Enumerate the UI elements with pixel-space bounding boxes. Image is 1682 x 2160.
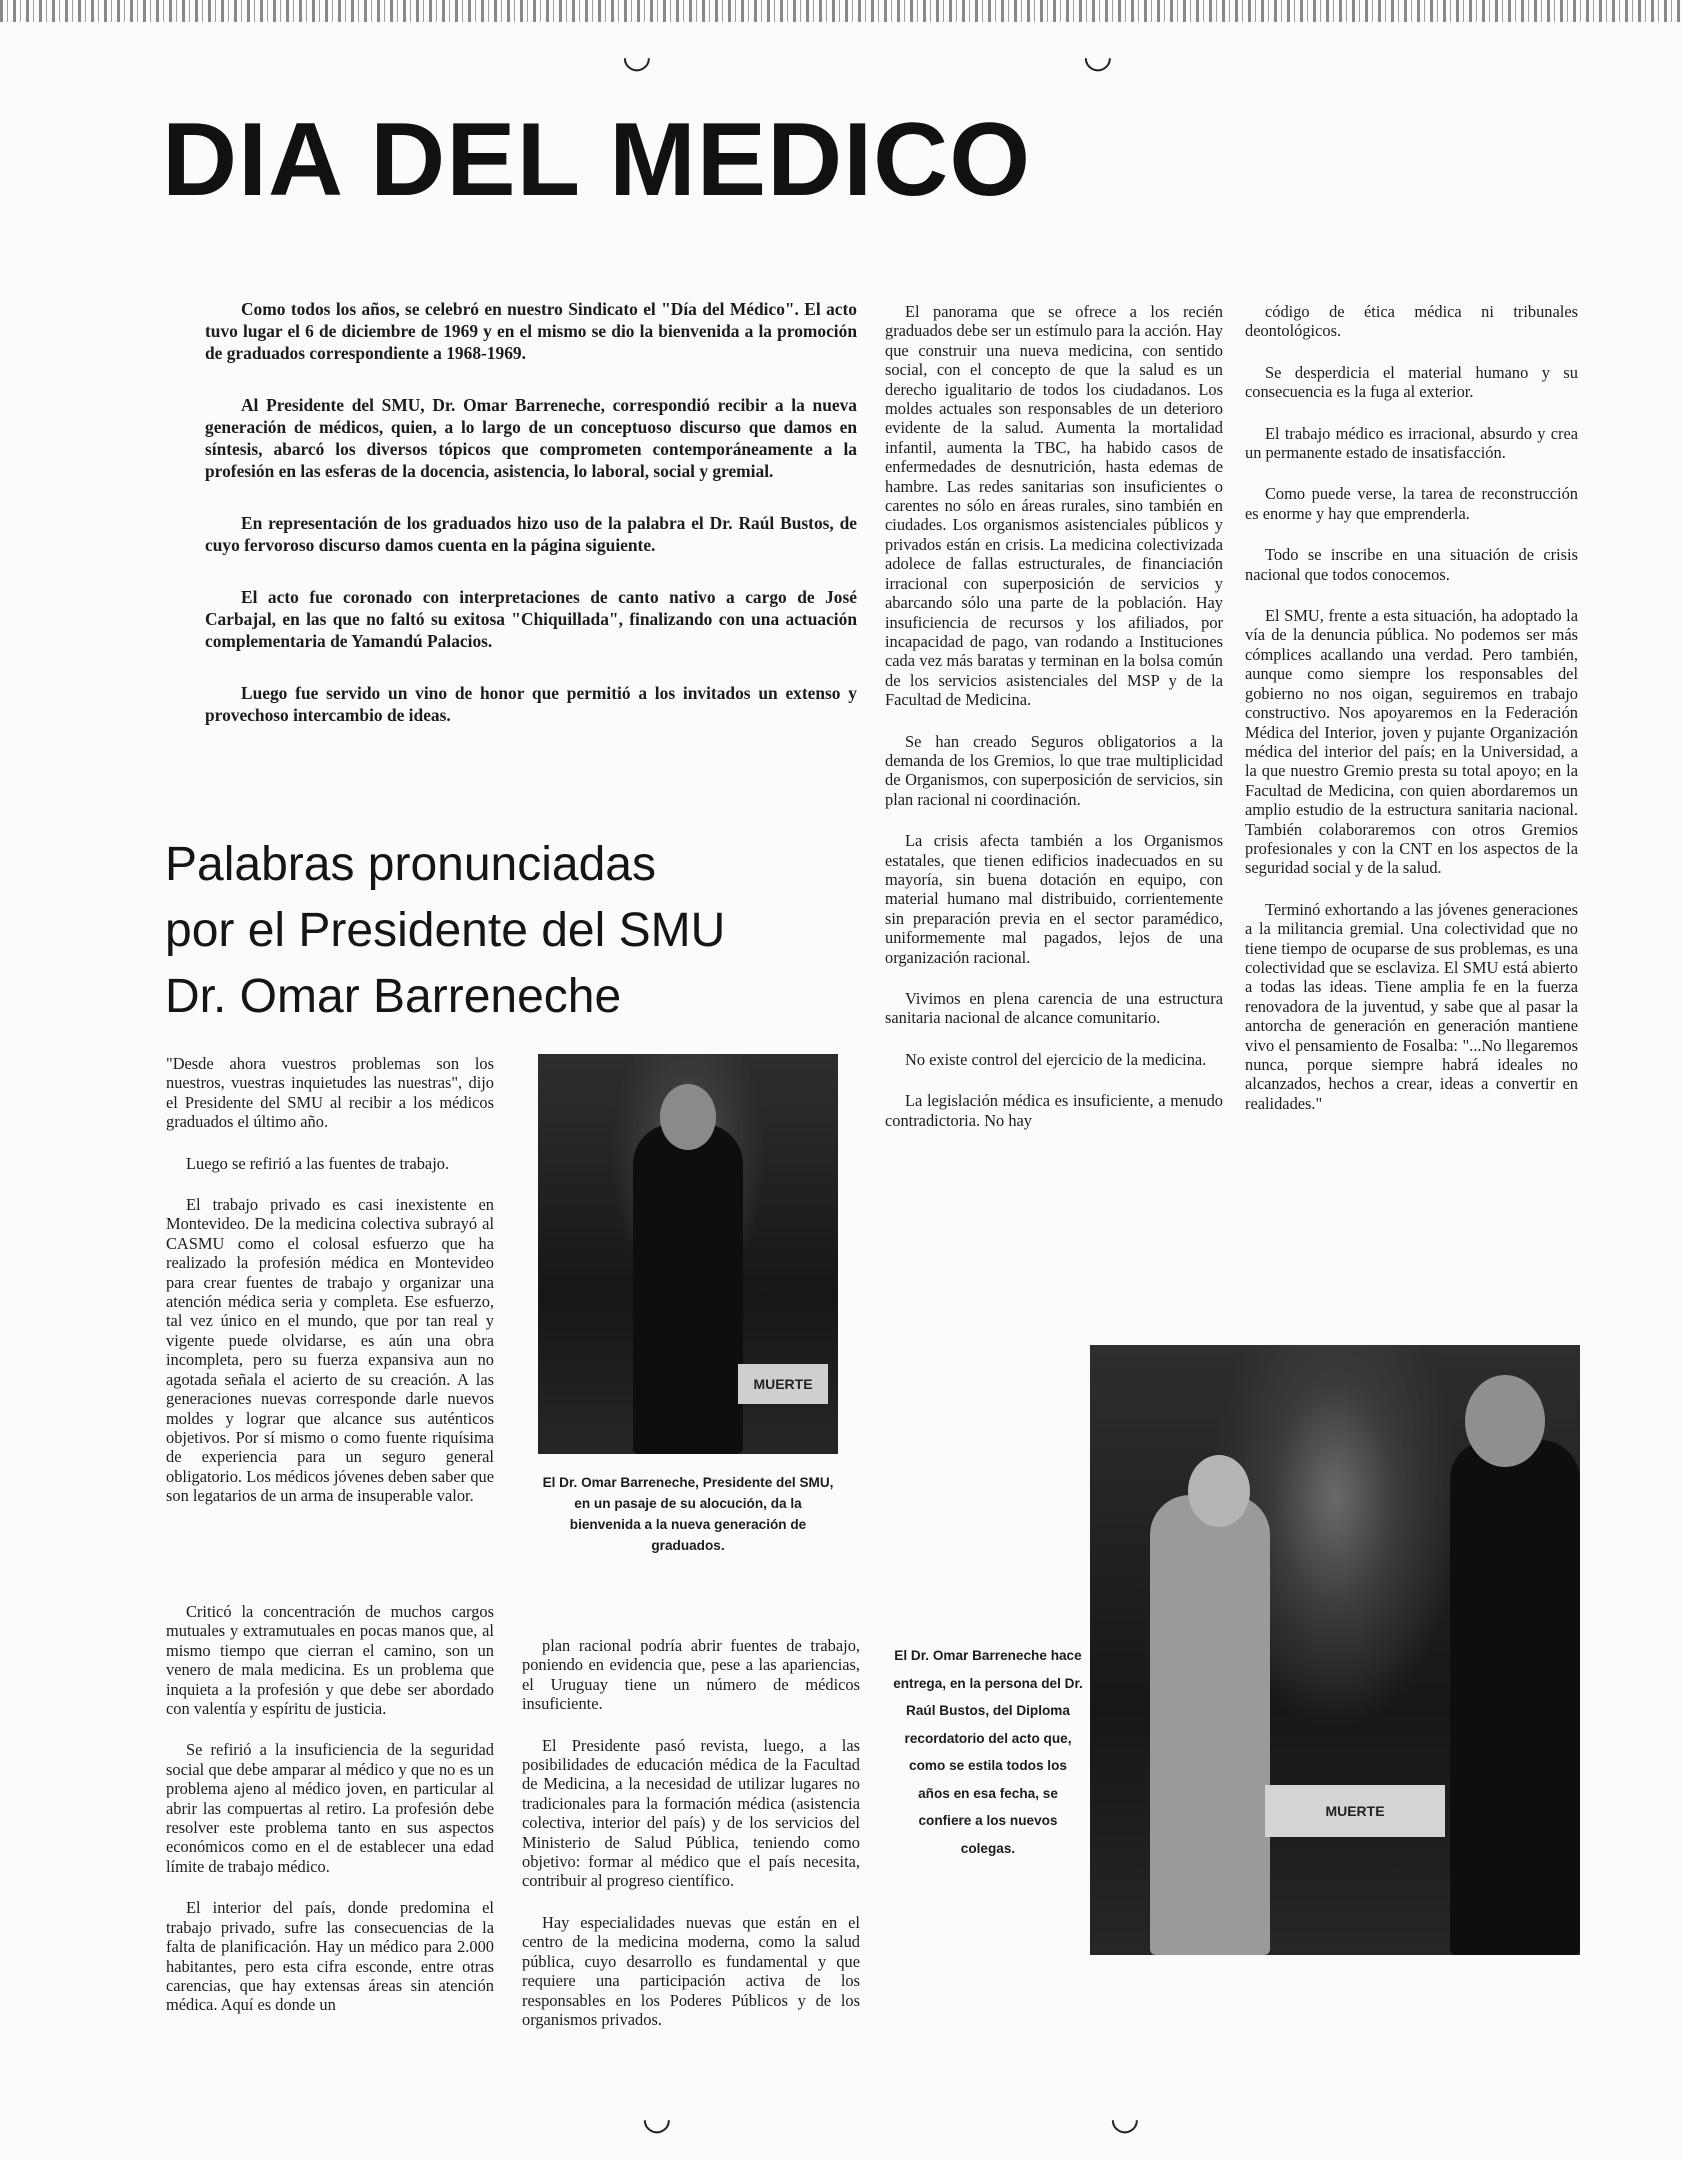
article-paragraph: La legislación médica es insuficiente, a menudo contradictoria. No hay [885, 1091, 1223, 1130]
article-paragraph: El panorama que se ofrece a los recién graduados debe ser un estímulo para la acción. Hay que construir una nueva medicina, con sentido social, con el concepto de que la salud es un derecho igualitario de todos los ciudadanos. Los moldes actuales son responsables de un deterioro evidente de la salud. Aumenta la mortalidad infantil, aumenta la TBC, ha habido casos de enfermedades de desnutrición, hasta edemas de hambre. Las redes sanitarias son insuficientes o carentes no sólo en áreas rurales, sino también en ciudades. Los organismos asistenciales públicos y privados están en crisis. La medicina colectivizada adolece de fallas estructurales, de financiación irracional con superposición de servicios y abarcando sólo una parte de la población. Hay insuficiencia de recursos y los afiliados, por incapacidad de pago, van rodando a Instituciones cada vez más baratas y terminan en la bolsa común de los servicios asistenciales del MSP y de la Facultad de Medicina. [885, 302, 1223, 710]
photo-figure-right [1450, 1440, 1580, 1955]
article-title-line: por el Presidente del SMU [165, 904, 726, 957]
article-paragraph: Como puede verse, la tarea de reconstrucción es enorme y hay que emprenderla. [1245, 484, 1578, 523]
registration-mark-right: ◡ [1083, 38, 1113, 75]
article-paragraph: El Presidente pasó revista, luego, a las posibilidades de educación médica de la Facultad de Medicina, a la necesidad de utilizar lugares no tradicionales para la formación médica (asistencia colectiva, interior del país) y de los servicios del Ministerio de Salud Pública, teniendo como objetivo: formar al médico que el país necesita, contribuir al progreso científico. [522, 1735, 860, 1891]
intro-paragraph: En representación de los graduados hizo uso de la palabra el Dr. Raúl Bustos, de cuyo fervoroso discurso damos cuenta en la página siguiente. [205, 513, 857, 555]
article-paragraph: Se refirió a la insuficiencia de la seguridad social que debe amparar al médico y que no es un problema ajeno al médico joven, en particular al abrir las compuertas al retiro. La profesión debe resolver este problema tanto en sus aspectos económicos como en el de establecer una edad límite de trabajo médico. [166, 1740, 494, 1876]
article-paragraph: No existe control del ejercicio de la medicina. [905, 1049, 1207, 1069]
article-paragraph: La crisis afecta también a los Organismos estatales, que tienen edificios inadecuados en su mayoría, sin buena dotación en equipo, con material humano mal distribuido, corrientemente sin preparación previa en el sector paramédico, uniformemente mal pagados, lejos de una organización racional. [885, 831, 1223, 967]
article-title-line: Palabras pronunciadas [165, 838, 656, 891]
page-title: DIA DEL MEDICO [162, 102, 1032, 218]
article-column-3 [885, 302, 1223, 1130]
article-paragraph: Terminó exhortando a las jóvenes generaciones a la militancia gremial. Una colectividad que no tiene tiempo de ocuparse de sus problemas, es una colectividad que se esclaviza. El SMU está abierto a todas las ideas. Tiene amplia fe en la fuerza renovadora de la juventud, y sabe que al pasar la antorcha de generación en generación mantiene vivo el pensamiento de Fosalba: "...No llegaremos nunca, porque siempre habrá ideales no alcanzados, hechos a crear, ideas a convertir en realidades." [1245, 899, 1578, 1113]
article-paragraph: Vivimos en plena carencia de una estructura sanitaria nacional de alcance comunitario. [885, 989, 1223, 1028]
intro-paragraph: Como todos los años, se celebró en nuestro Sindicato el "Día del Médico". El acto tuvo lugar el 6 de diciembre de 1969 y en el mismo se dio la bienvenida a la promoción de graduados correspondiente a 1968-1969. [205, 299, 857, 363]
article-paragraph: Se desperdicia el material humano y su consecuencia es la fuga al exterior. [1245, 362, 1578, 402]
article-paragraph: Hay especialidades nuevas que están en el centro de la medicina moderna, como la salud pública, cuyo desarrollo es fundamental y que requiere una participación activa de los responsables en los Poderes Públicos y de los organismos privados. [522, 1912, 860, 2029]
photo-caption-2: El Dr. Omar Barreneche hace entrega, en la persona del Dr. Raúl Bustos, del Diploma recordatorio del acto que, como se estila todos los años en esa fecha, se confiere a los nuevos colegas. [893, 1648, 1083, 1856]
photo-face-right [1465, 1375, 1545, 1467]
intro-block [205, 298, 857, 756]
article-paragraph: El SMU, frente a esta situación, ha adoptado la vía de la denuncia pública. No podemos ser más cómplices acallando una verdad. Pero también, aunque como siempre los responsables del gobierno no nos oigan, seguiremos en trabajo constructivo. Nos apoyaremos en la Federación Médica del Interior, joven y pujante Organización médica del interior del país; en la Universidad, a la que nuestro Gremio presta su total apoyo; en la Facultad de Medicina, con quien abordaremos un amplio estudio de la estructura sanitaria nacional. También colaboraremos con otros Gremios profesionales y con la CNT en los aspectos de la seguridad social y de la salud. [1245, 606, 1578, 878]
photo-diploma-ceremony [1090, 1345, 1580, 1955]
article-column-1-bottom [166, 1602, 494, 2015]
article-paragraph: Criticó la concentración de muchos cargos mutuales y extramutuales en pocas manos que, al mismo tiempo que cierran el camino, son un venero de mala medicina. Es un problema que inquieta a la profesión y que debe ser abordado con valentía y espíritu de justicia. [166, 1602, 494, 1719]
photo-banner: MUERTE [1265, 1785, 1445, 1837]
article-title [165, 832, 865, 1030]
intro-paragraph: Al Presidente del SMU, Dr. Omar Barreneche, correspondió recibir a la nueva generación de médicos, quien, a lo largo de un conceptuoso discurso que damos en síntesis, abarcó los diversos tópicos que comprometen contemporáneamente a la profesión en las esferas de la docencia, asistencia, lo laboral, social y gremial. [205, 395, 857, 481]
article-paragraph: El trabajo privado es casi inexistente en Montevideo. De la medicina colectiva subrayó al CASMU como el colosal esfuerzo que ha realizado la profesión médica en Montevideo para crear fuentes de trabajo y organizar una atención médica seria y completa. Ese esfuerzo, tal vez único en el mundo, que por tan real y vigente puede olvidarse, es aún una obra incompleta, pero su fuerza expansiva aun no agotada señala el acierto de su creación. A las generaciones nuevas corresponde darle nuevos moldes y lograr que alcance sus auténticos objetivos. Por sí mismo o como fuente riquísima de experiencia para un seguro general obligatorio. Los médicos jóvenes deben saber que son legatarios de un arma de insuperable valor. [166, 1195, 494, 1506]
article-column-4 [1245, 302, 1578, 1113]
photo-figure [633, 1124, 743, 1454]
registration-mark-bottom-left: ◡ [642, 2100, 672, 2137]
photo-face-left [1188, 1455, 1250, 1527]
photo-figure-left [1150, 1495, 1270, 1955]
article-paragraph: Todo se inscribe en una situación de crisis nacional que todos conocemos. [1245, 545, 1578, 584]
article-paragraph: Luego se refirió a las fuentes de trabajo. [186, 1153, 450, 1173]
article-paragraph: código de ética médica ni tribunales deontológicos. [1245, 302, 1578, 341]
article-column-2 [522, 1636, 860, 2029]
scan-top-band [0, 0, 1682, 22]
article-paragraph: plan racional podría abrir fuentes de trabajo, poniendo en evidencia que, pese a las apariencias, el Uruguay tiene un número de médicos insuficiente. [522, 1636, 860, 1714]
article-column-1-top [166, 1054, 494, 1506]
photo-face [660, 1084, 716, 1150]
registration-mark-bottom-right: ◡ [1110, 2100, 1140, 2137]
intro-paragraph: El acto fue coronado con interpretaciones de canto nativo a cargo de José Carbajal, en las que no faltó su exitosa "Chiquillada", finalizando con una actuación complementaria de Yamandú Palacios. [205, 587, 857, 651]
photo-caption-1: El Dr. Omar Barreneche, Presidente del SMU, en un pasaje de su alocución, da la bienvenida a la nueva generación de graduados. [542, 1475, 834, 1553]
article-title-line: Dr. Omar Barreneche [165, 970, 622, 1023]
photo-barreneche-speech [538, 1054, 838, 1454]
article-paragraph: El interior del país, donde predomina el trabajo privado, sufre las consecuencias de la falta de planificación. Hay un médico para 2.000 habitantes, pero esta cifra esconde, entre otras carencias, que hay extensas áreas sin atención médica. Aquí es donde un [166, 1898, 494, 2015]
article-paragraph: Se han creado Seguros obligatorios a la demanda de los Gremios, lo que trae multiplicidad de Organismos, con superposición de servicios, sin plan racional ni coordinación. [885, 731, 1223, 809]
intro-paragraph: Luego fue servido un vino de honor que permitió a los invitados un extenso y provechoso intercambio de ideas. [205, 683, 857, 725]
article-paragraph: El trabajo médico es irracional, absurdo y crea un permanente estado de insatisfacción. [1245, 423, 1578, 463]
registration-mark-left: ◡ [622, 38, 652, 75]
article-paragraph: "Desde ahora vuestros problemas son los nuestros, vuestras inquietudes las nuestras", dijo el Presidente del SMU al recibir a los médicos graduados el último año. [166, 1054, 494, 1132]
photo-banner: MUERTE [738, 1364, 828, 1404]
